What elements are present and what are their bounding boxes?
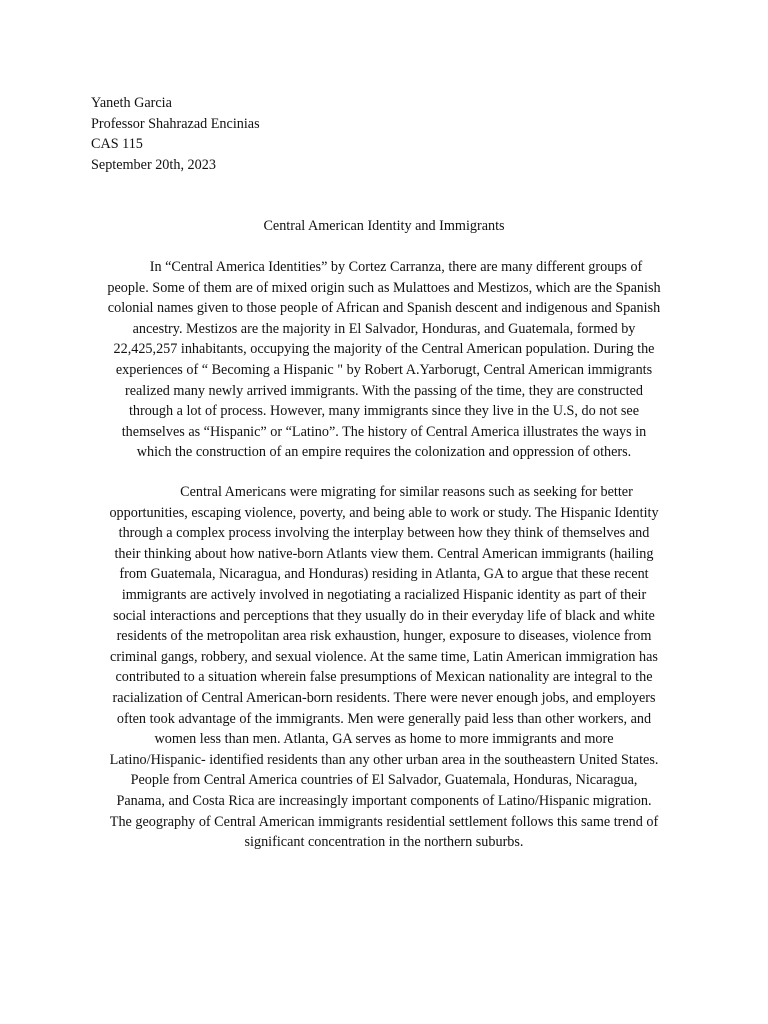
paragraph-line: 22,425,257 inhabitants, occupying the majority of the Central American population. During the [113,341,655,358]
paragraph-line: criminal gangs, robbery, and sexual violence. At the same time, Latin American immigration has [110,648,658,665]
paragraph-line: their thinking about how native-born Atlants view them. Central American immigrants (hailing [114,545,654,562]
paragraph-line: immigrants are actively involved in negotiating a racialized Hispanic identity as part of their [121,586,647,603]
paragraph-line: women less than men. Atlanta, GA serves as home to more immigrants and more [154,731,614,748]
paragraph-line: from Guatemala, Nicaragua, and Honduras) residing in Atlanta, GA to argue that these recent [119,566,649,583]
paragraph-line: through a complex process involving the interplay between how they think of themselves and [118,525,650,542]
paragraph-line: often took advantage of the immigrants. Men were generally paid less than other workers, and [116,710,652,727]
paragraph-line: through a lot of process. However, many immigrants since they live in the U.S, do not see [128,403,640,420]
paragraph-line: which the construction of an empire requires the colonization and oppression of others. [136,444,632,461]
paragraph-line: colonial names given to those people of African and Spanish descent and indigenous and Spanish [107,300,661,317]
paragraph-line: social interactions and perceptions that they usually do in their everyday life of black and white [113,607,655,624]
paragraph-line: experiences of “ Becoming a Hispanic " by Robert A.Yarborugt, Central American immigrants [115,361,653,378]
paragraph-line: Latino/Hispanic- identified residents than any other urban area in the southeastern United States. [109,751,659,768]
author-name: Yaneth Garcia [91,95,172,111]
paragraph-line: significant concentration in the northern suburbs. [244,834,524,851]
paragraph-line: people. Some of them are of mixed origin such as Mulattoes and Mestizos, which are the Spanish [107,279,661,296]
paragraph-line: ancestry. Mestizos are the majority in El Salvador, Honduras, and Guatemala, formed by [132,320,636,337]
paragraph-line: Panama, and Costa Rica are increasingly important components of Latino/Hispanic migration. [116,792,652,809]
paragraph-line: realized many newly arrived immigrants. With the passing of the time, they are constructed [124,382,644,399]
paragraph-line: People from Central America countries of El Salvador, Guatemala, Honduras, Nicaragua, [130,772,638,789]
paragraph-line: racialization of Central American-born residents. There were never enough jobs, and employers [112,689,656,706]
paragraph-2 [60,482,708,853]
paragraph-line: Central Americans were migrating for similar reasons such as seeking for better [180,484,633,500]
paragraph-line: In “Central America Identities” by Cortez Carranza, there are many different groups of [149,259,643,275]
professor-name: Professor Shahrazad Encinias [91,115,260,132]
document-heading [91,93,491,175]
paragraph-line: contributed to a situation wherein false presumptions of Mexican nationality are integral to the [115,669,653,686]
course-code: CAS 115 [91,136,143,153]
paragraph-line: opportunities, escaping violence, poverty, and being able to work or study. The Hispanic Identity [109,504,659,521]
document-title: Central American Identity and Immigrants [263,218,505,234]
paragraph-line: themselves as “Hispanic” or “Latino”. The history of Central America illustrates the ways in [121,423,647,440]
paragraph-1 [60,257,708,463]
paragraph-line: The geography of Central American immigrants residential settlement follows this same trend of [109,813,659,830]
paragraph-line: residents of the metropolitan area risk exhaustion, hunger, exposure to diseases, violence from [116,628,652,645]
document-date: September 20th, 2023 [91,156,216,173]
